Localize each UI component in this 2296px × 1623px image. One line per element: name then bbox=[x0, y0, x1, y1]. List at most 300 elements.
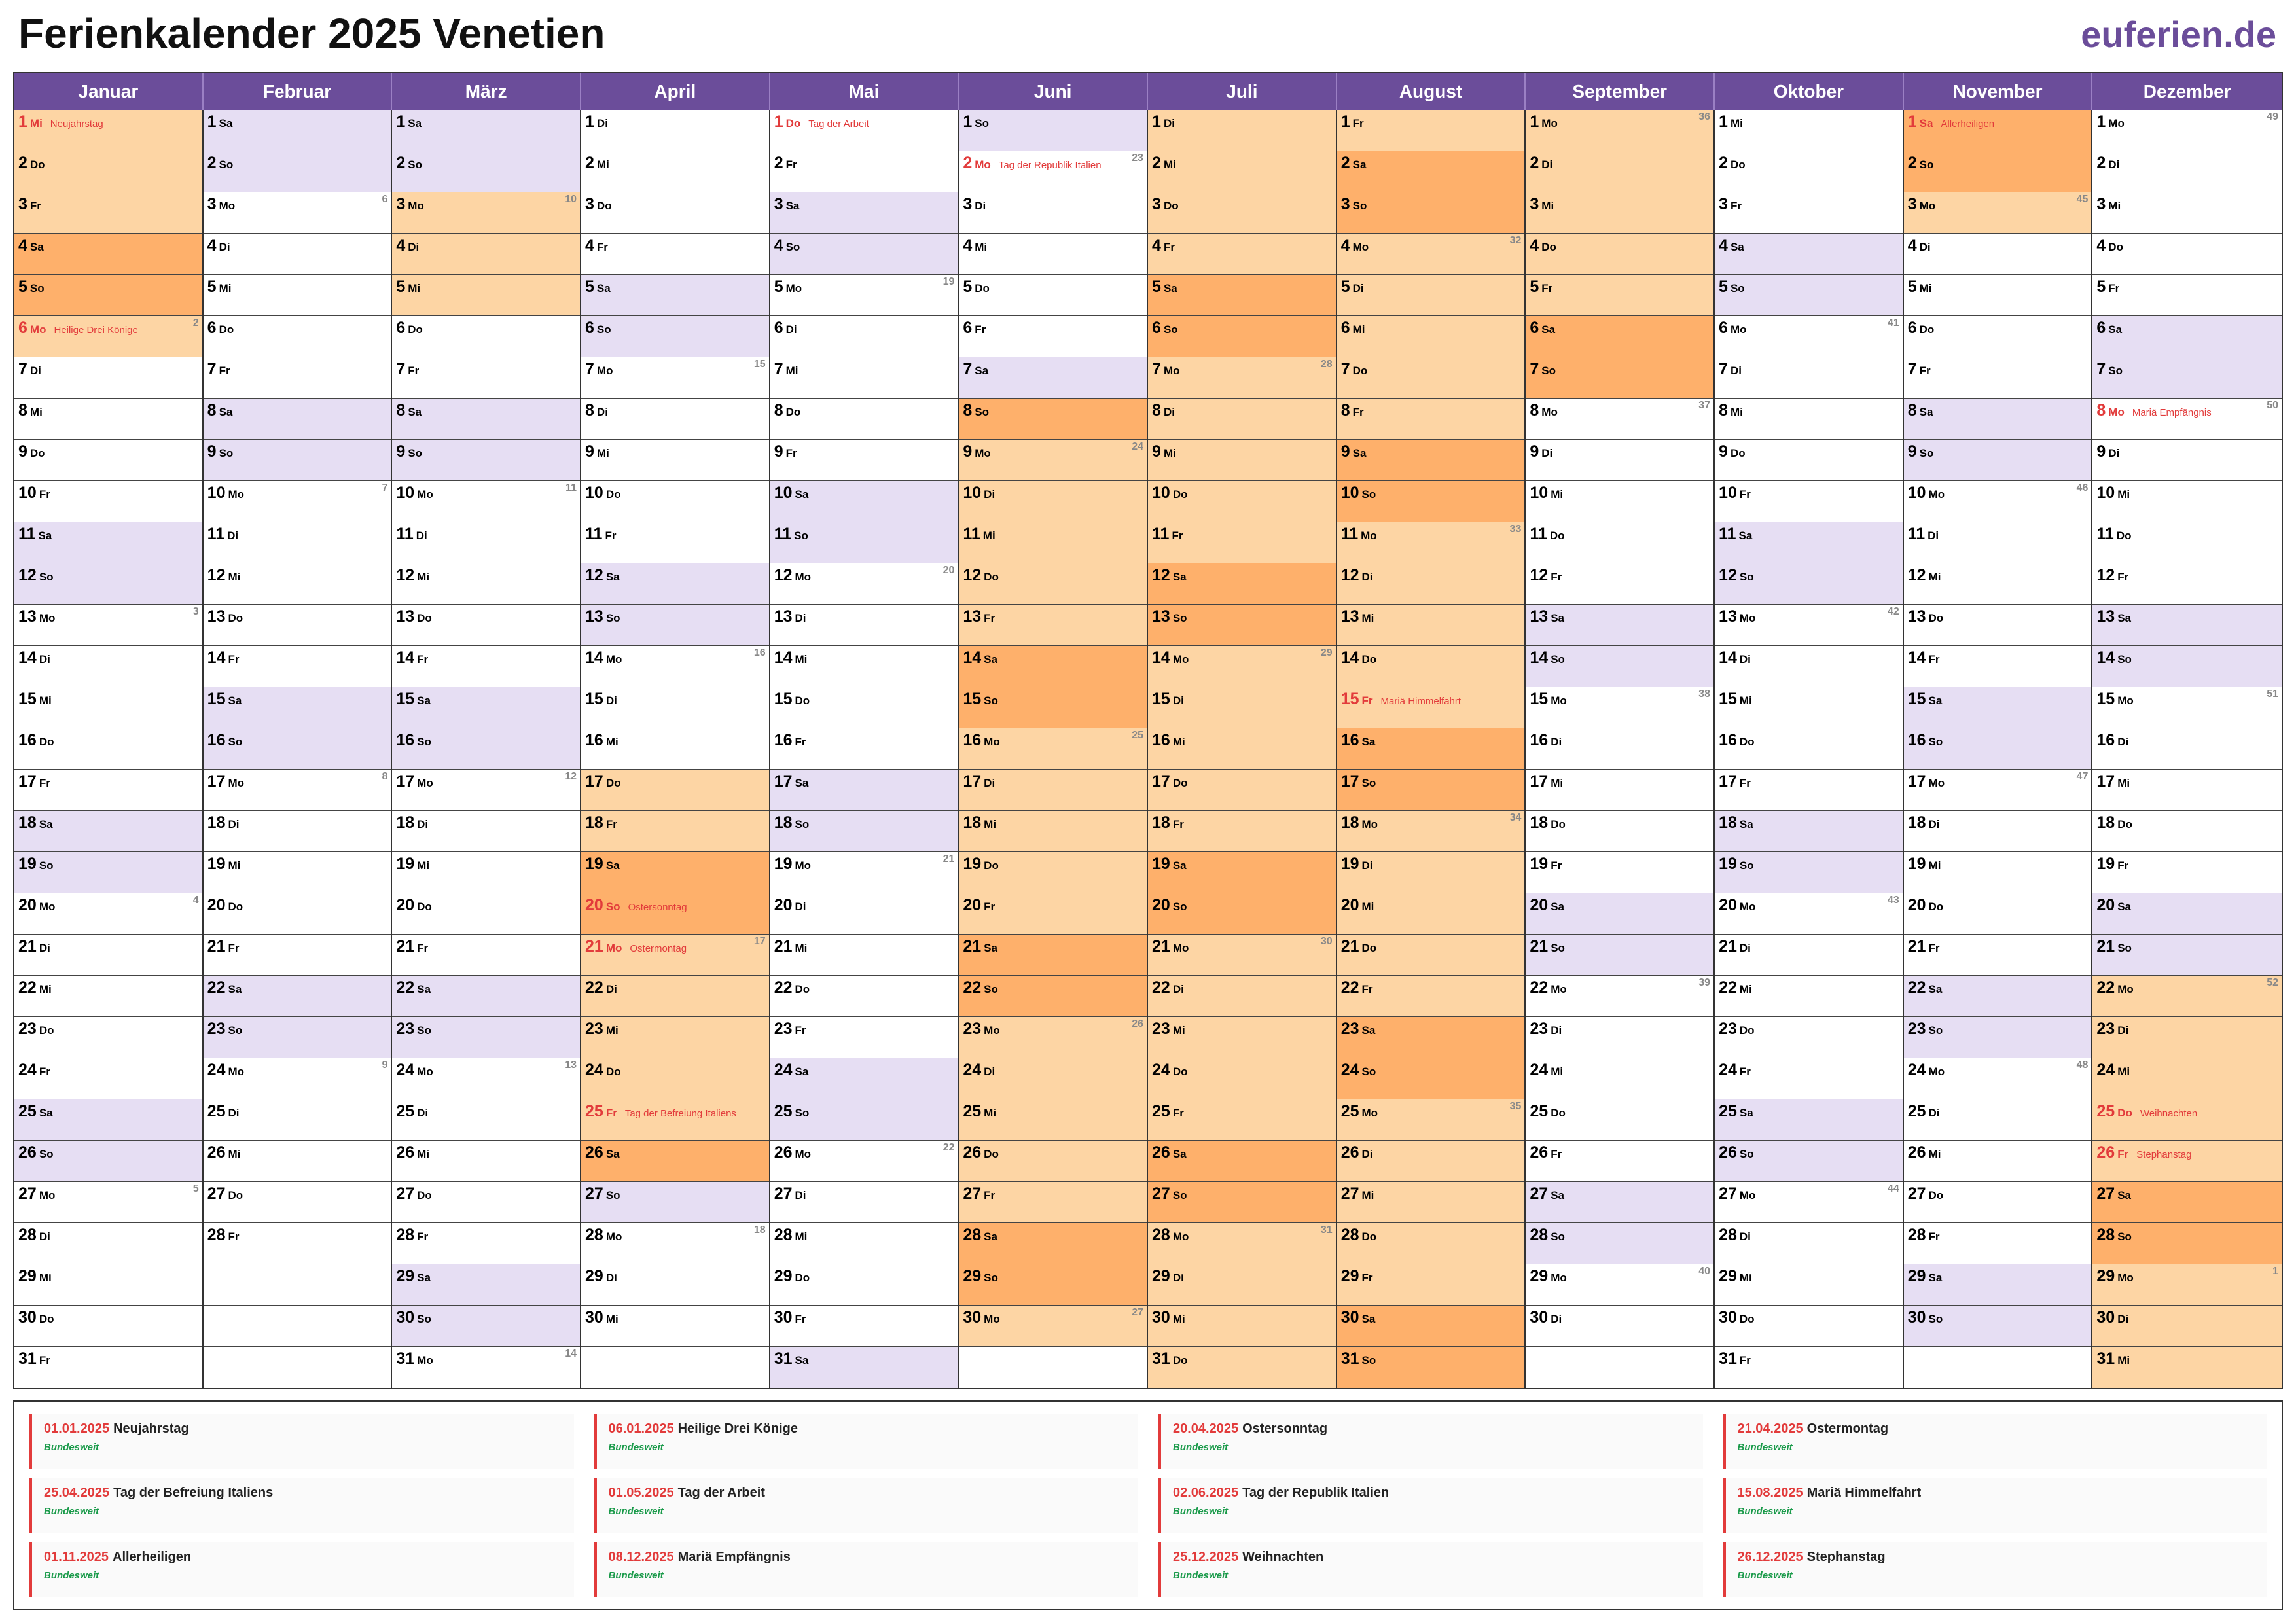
day-cell[interactable] bbox=[14, 976, 202, 1017]
day-cell[interactable] bbox=[14, 687, 202, 728]
day-cell[interactable] bbox=[1904, 728, 2092, 770]
day-cell[interactable] bbox=[770, 646, 958, 687]
day-cell[interactable] bbox=[392, 1347, 580, 1388]
day-cell[interactable] bbox=[581, 192, 769, 234]
day-cell[interactable] bbox=[14, 1347, 202, 1388]
day-cell[interactable] bbox=[581, 522, 769, 563]
day-cell[interactable] bbox=[1715, 1182, 1903, 1223]
day-cell[interactable] bbox=[2092, 481, 2282, 522]
day-cell[interactable] bbox=[770, 234, 958, 275]
day-cell[interactable] bbox=[770, 1347, 958, 1388]
day-cell[interactable] bbox=[14, 1017, 202, 1058]
day-cell[interactable] bbox=[581, 1017, 769, 1058]
day-cell[interactable] bbox=[1904, 770, 2092, 811]
day-cell[interactable] bbox=[1904, 605, 2092, 646]
day-cell[interactable] bbox=[770, 192, 958, 234]
day-cell[interactable] bbox=[581, 440, 769, 481]
day-cell[interactable] bbox=[204, 687, 391, 728]
day-cell[interactable] bbox=[959, 1099, 1147, 1141]
day-cell[interactable] bbox=[1148, 481, 1336, 522]
day-cell[interactable] bbox=[1715, 234, 1903, 275]
day-cell[interactable] bbox=[2092, 110, 2282, 151]
day-cell[interactable] bbox=[1148, 728, 1336, 770]
day-cell[interactable] bbox=[959, 1141, 1147, 1182]
day-cell[interactable] bbox=[14, 192, 202, 234]
day-cell[interactable] bbox=[1526, 1182, 1713, 1223]
day-cell[interactable] bbox=[1148, 563, 1336, 605]
day-cell[interactable] bbox=[959, 646, 1147, 687]
day-cell[interactable] bbox=[1337, 1347, 1525, 1388]
day-cell[interactable] bbox=[1526, 399, 1713, 440]
day-cell[interactable] bbox=[1526, 1017, 1713, 1058]
day-cell[interactable] bbox=[1904, 399, 2092, 440]
day-cell[interactable] bbox=[204, 440, 391, 481]
day-cell[interactable] bbox=[14, 481, 202, 522]
day-cell[interactable] bbox=[1904, 440, 2092, 481]
day-cell[interactable] bbox=[2092, 192, 2282, 234]
day-cell[interactable] bbox=[770, 893, 958, 935]
day-cell[interactable] bbox=[2092, 1182, 2282, 1223]
day-cell[interactable] bbox=[770, 1017, 958, 1058]
day-cell[interactable] bbox=[581, 1223, 769, 1264]
day-cell[interactable] bbox=[581, 234, 769, 275]
day-cell[interactable] bbox=[1715, 935, 1903, 976]
day-cell[interactable] bbox=[1337, 399, 1525, 440]
day-cell[interactable] bbox=[959, 687, 1147, 728]
day-cell[interactable] bbox=[1148, 1099, 1336, 1141]
day-cell[interactable] bbox=[770, 1099, 958, 1141]
day-cell[interactable] bbox=[959, 893, 1147, 935]
day-cell[interactable] bbox=[770, 357, 958, 399]
holiday-day-cell[interactable] bbox=[2092, 1141, 2282, 1182]
day-cell[interactable] bbox=[1715, 976, 1903, 1017]
day-cell[interactable] bbox=[204, 522, 391, 563]
day-cell[interactable] bbox=[14, 1058, 202, 1099]
day-cell[interactable] bbox=[2092, 440, 2282, 481]
day-cell[interactable] bbox=[2092, 852, 2282, 893]
day-cell[interactable] bbox=[2092, 605, 2282, 646]
day-cell[interactable] bbox=[770, 440, 958, 481]
day-cell[interactable] bbox=[1148, 1223, 1336, 1264]
day-cell[interactable] bbox=[959, 976, 1147, 1017]
day-cell[interactable] bbox=[1715, 275, 1903, 316]
day-cell[interactable] bbox=[204, 481, 391, 522]
day-cell[interactable] bbox=[392, 1141, 580, 1182]
day-cell[interactable] bbox=[581, 605, 769, 646]
day-cell[interactable] bbox=[959, 1058, 1147, 1099]
day-cell[interactable] bbox=[581, 687, 769, 728]
day-cell[interactable] bbox=[1715, 687, 1903, 728]
day-cell[interactable] bbox=[1526, 1058, 1713, 1099]
day-cell[interactable] bbox=[392, 275, 580, 316]
day-cell[interactable] bbox=[2092, 522, 2282, 563]
day-cell[interactable] bbox=[959, 770, 1147, 811]
day-cell[interactable] bbox=[392, 316, 580, 357]
day-cell[interactable] bbox=[959, 563, 1147, 605]
day-cell[interactable] bbox=[1526, 1264, 1713, 1306]
day-cell[interactable] bbox=[14, 399, 202, 440]
day-cell[interactable] bbox=[1715, 893, 1903, 935]
day-cell[interactable] bbox=[392, 976, 580, 1017]
day-cell[interactable] bbox=[204, 770, 391, 811]
day-cell[interactable] bbox=[1526, 316, 1713, 357]
day-cell[interactable] bbox=[1715, 399, 1903, 440]
day-cell[interactable] bbox=[581, 1141, 769, 1182]
day-cell[interactable] bbox=[1337, 563, 1525, 605]
day-cell[interactable] bbox=[1337, 1264, 1525, 1306]
day-cell[interactable] bbox=[1337, 110, 1525, 151]
day-cell[interactable] bbox=[581, 151, 769, 192]
day-cell[interactable] bbox=[1337, 234, 1525, 275]
day-cell[interactable] bbox=[1715, 1058, 1903, 1099]
holiday-day-cell[interactable] bbox=[1337, 687, 1525, 728]
day-cell[interactable] bbox=[2092, 1347, 2282, 1388]
day-cell[interactable] bbox=[1148, 110, 1336, 151]
day-cell[interactable] bbox=[14, 770, 202, 811]
day-cell[interactable] bbox=[1526, 728, 1713, 770]
day-cell[interactable] bbox=[1526, 440, 1713, 481]
day-cell[interactable] bbox=[204, 110, 391, 151]
day-cell[interactable] bbox=[1526, 1141, 1713, 1182]
day-cell[interactable] bbox=[1337, 976, 1525, 1017]
day-cell[interactable] bbox=[1715, 852, 1903, 893]
day-cell[interactable] bbox=[392, 481, 580, 522]
day-cell[interactable] bbox=[581, 646, 769, 687]
day-cell[interactable] bbox=[392, 357, 580, 399]
day-cell[interactable] bbox=[1148, 811, 1336, 852]
day-cell[interactable] bbox=[959, 605, 1147, 646]
day-cell[interactable] bbox=[581, 1264, 769, 1306]
day-cell[interactable] bbox=[1715, 728, 1903, 770]
brand-logo[interactable]: euferien.de bbox=[2081, 14, 2276, 55]
day-cell[interactable] bbox=[1904, 893, 2092, 935]
day-cell[interactable] bbox=[392, 893, 580, 935]
day-cell[interactable] bbox=[204, 852, 391, 893]
day-cell[interactable] bbox=[959, 852, 1147, 893]
day-cell[interactable] bbox=[204, 1141, 391, 1182]
day-cell[interactable] bbox=[1526, 192, 1713, 234]
day-cell[interactable] bbox=[1526, 234, 1713, 275]
day-cell[interactable] bbox=[1715, 1306, 1903, 1347]
day-cell[interactable] bbox=[1148, 1141, 1336, 1182]
day-cell[interactable] bbox=[14, 1264, 202, 1306]
day-cell[interactable] bbox=[1904, 563, 2092, 605]
day-cell[interactable] bbox=[1526, 110, 1713, 151]
day-cell[interactable] bbox=[392, 1264, 580, 1306]
day-cell[interactable] bbox=[1904, 1306, 2092, 1347]
day-cell[interactable] bbox=[1904, 151, 2092, 192]
day-cell[interactable] bbox=[14, 1141, 202, 1182]
day-cell[interactable] bbox=[204, 935, 391, 976]
day-cell[interactable] bbox=[1337, 440, 1525, 481]
day-cell[interactable] bbox=[1337, 151, 1525, 192]
day-cell[interactable] bbox=[204, 151, 391, 192]
day-cell[interactable] bbox=[14, 811, 202, 852]
day-cell[interactable] bbox=[2092, 1058, 2282, 1099]
day-cell[interactable] bbox=[204, 1058, 391, 1099]
day-cell[interactable] bbox=[1148, 770, 1336, 811]
day-cell[interactable] bbox=[581, 1182, 769, 1223]
day-cell[interactable] bbox=[1904, 1099, 2092, 1141]
day-cell[interactable] bbox=[581, 976, 769, 1017]
day-cell[interactable] bbox=[14, 893, 202, 935]
holiday-day-cell[interactable] bbox=[581, 935, 769, 976]
day-cell[interactable] bbox=[1337, 1306, 1525, 1347]
day-cell[interactable] bbox=[770, 1182, 958, 1223]
day-cell[interactable] bbox=[1337, 646, 1525, 687]
day-cell[interactable] bbox=[1337, 357, 1525, 399]
day-cell[interactable] bbox=[1904, 316, 2092, 357]
day-cell[interactable] bbox=[1526, 1099, 1713, 1141]
day-cell[interactable] bbox=[770, 399, 958, 440]
day-cell[interactable] bbox=[959, 522, 1147, 563]
day-cell[interactable] bbox=[581, 481, 769, 522]
day-cell[interactable] bbox=[770, 1306, 958, 1347]
day-cell[interactable] bbox=[1526, 605, 1713, 646]
day-cell[interactable] bbox=[1715, 811, 1903, 852]
day-cell[interactable] bbox=[2092, 1264, 2282, 1306]
day-cell[interactable] bbox=[1904, 1223, 2092, 1264]
day-cell[interactable] bbox=[14, 151, 202, 192]
day-cell[interactable] bbox=[204, 1017, 391, 1058]
day-cell[interactable] bbox=[1526, 481, 1713, 522]
day-cell[interactable] bbox=[770, 935, 958, 976]
day-cell[interactable] bbox=[1715, 357, 1903, 399]
day-cell[interactable] bbox=[770, 852, 958, 893]
day-cell[interactable] bbox=[1715, 1017, 1903, 1058]
day-cell[interactable] bbox=[770, 151, 958, 192]
day-cell[interactable] bbox=[392, 646, 580, 687]
day-cell[interactable] bbox=[1904, 1017, 2092, 1058]
day-cell[interactable] bbox=[1904, 481, 2092, 522]
day-cell[interactable] bbox=[2092, 275, 2282, 316]
day-cell[interactable] bbox=[1337, 811, 1525, 852]
day-cell[interactable] bbox=[2092, 687, 2282, 728]
day-cell[interactable] bbox=[581, 357, 769, 399]
day-cell[interactable] bbox=[770, 605, 958, 646]
day-cell[interactable] bbox=[392, 192, 580, 234]
day-cell[interactable] bbox=[770, 481, 958, 522]
day-cell[interactable] bbox=[1148, 234, 1336, 275]
day-cell[interactable] bbox=[959, 1264, 1147, 1306]
day-cell[interactable] bbox=[1526, 893, 1713, 935]
day-cell[interactable] bbox=[1148, 687, 1336, 728]
day-cell[interactable] bbox=[1337, 1141, 1525, 1182]
day-cell[interactable] bbox=[204, 811, 391, 852]
day-cell[interactable] bbox=[14, 1223, 202, 1264]
day-cell[interactable] bbox=[959, 234, 1147, 275]
day-cell[interactable] bbox=[14, 563, 202, 605]
day-cell[interactable] bbox=[204, 316, 391, 357]
holiday-day-cell[interactable] bbox=[2092, 399, 2282, 440]
day-cell[interactable] bbox=[770, 1264, 958, 1306]
day-cell[interactable] bbox=[204, 399, 391, 440]
day-cell[interactable] bbox=[1715, 192, 1903, 234]
day-cell[interactable] bbox=[2092, 728, 2282, 770]
day-cell[interactable] bbox=[392, 811, 580, 852]
day-cell[interactable] bbox=[14, 275, 202, 316]
day-cell[interactable] bbox=[1148, 151, 1336, 192]
day-cell[interactable] bbox=[959, 357, 1147, 399]
day-cell[interactable] bbox=[1337, 1223, 1525, 1264]
day-cell[interactable] bbox=[770, 563, 958, 605]
day-cell[interactable] bbox=[392, 1223, 580, 1264]
day-cell[interactable] bbox=[392, 151, 580, 192]
day-cell[interactable] bbox=[392, 563, 580, 605]
day-cell[interactable] bbox=[1904, 357, 2092, 399]
day-cell[interactable] bbox=[204, 646, 391, 687]
day-cell[interactable] bbox=[14, 234, 202, 275]
day-cell[interactable] bbox=[959, 811, 1147, 852]
holiday-day-cell[interactable] bbox=[14, 110, 202, 151]
day-cell[interactable] bbox=[204, 1223, 391, 1264]
day-cell[interactable] bbox=[581, 563, 769, 605]
day-cell[interactable] bbox=[1526, 687, 1713, 728]
day-cell[interactable] bbox=[1526, 1223, 1713, 1264]
day-cell[interactable] bbox=[392, 728, 580, 770]
day-cell[interactable] bbox=[1148, 399, 1336, 440]
day-cell[interactable] bbox=[392, 1058, 580, 1099]
day-cell[interactable] bbox=[1148, 935, 1336, 976]
day-cell[interactable] bbox=[2092, 1223, 2282, 1264]
day-cell[interactable] bbox=[2092, 316, 2282, 357]
day-cell[interactable] bbox=[770, 976, 958, 1017]
day-cell[interactable] bbox=[959, 275, 1147, 316]
day-cell[interactable] bbox=[14, 357, 202, 399]
day-cell[interactable] bbox=[204, 976, 391, 1017]
day-cell[interactable] bbox=[204, 275, 391, 316]
day-cell[interactable] bbox=[392, 1099, 580, 1141]
day-cell[interactable] bbox=[1148, 893, 1336, 935]
day-cell[interactable] bbox=[1526, 522, 1713, 563]
day-cell[interactable] bbox=[581, 852, 769, 893]
day-cell[interactable] bbox=[204, 893, 391, 935]
day-cell[interactable] bbox=[1904, 1058, 2092, 1099]
day-cell[interactable] bbox=[1715, 770, 1903, 811]
day-cell[interactable] bbox=[1337, 893, 1525, 935]
day-cell[interactable] bbox=[2092, 811, 2282, 852]
day-cell[interactable] bbox=[2092, 151, 2282, 192]
day-cell[interactable] bbox=[1715, 316, 1903, 357]
day-cell[interactable] bbox=[581, 811, 769, 852]
day-cell[interactable] bbox=[581, 316, 769, 357]
day-cell[interactable] bbox=[959, 1223, 1147, 1264]
day-cell[interactable] bbox=[1148, 976, 1336, 1017]
day-cell[interactable] bbox=[1715, 522, 1903, 563]
day-cell[interactable] bbox=[581, 399, 769, 440]
day-cell[interactable] bbox=[581, 110, 769, 151]
day-cell[interactable] bbox=[2092, 646, 2282, 687]
day-cell[interactable] bbox=[770, 728, 958, 770]
day-cell[interactable] bbox=[1337, 852, 1525, 893]
holiday-day-cell[interactable] bbox=[770, 110, 958, 151]
day-cell[interactable] bbox=[2092, 1306, 2282, 1347]
day-cell[interactable] bbox=[204, 234, 391, 275]
day-cell[interactable] bbox=[204, 1182, 391, 1223]
day-cell[interactable] bbox=[1526, 976, 1713, 1017]
day-cell[interactable] bbox=[959, 440, 1147, 481]
day-cell[interactable] bbox=[392, 234, 580, 275]
day-cell[interactable] bbox=[770, 316, 958, 357]
day-cell[interactable] bbox=[14, 1306, 202, 1347]
day-cell[interactable] bbox=[392, 1017, 580, 1058]
holiday-day-cell[interactable] bbox=[1904, 110, 2092, 151]
day-cell[interactable] bbox=[959, 399, 1147, 440]
day-cell[interactable] bbox=[1904, 687, 2092, 728]
day-cell[interactable] bbox=[959, 192, 1147, 234]
day-cell[interactable] bbox=[1337, 1058, 1525, 1099]
day-cell[interactable] bbox=[1148, 316, 1336, 357]
day-cell[interactable] bbox=[1337, 275, 1525, 316]
day-cell[interactable] bbox=[1526, 1306, 1713, 1347]
day-cell[interactable] bbox=[1904, 852, 2092, 893]
day-cell[interactable] bbox=[392, 399, 580, 440]
day-cell[interactable] bbox=[1715, 646, 1903, 687]
holiday-day-cell[interactable] bbox=[14, 316, 202, 357]
day-cell[interactable] bbox=[581, 1058, 769, 1099]
day-cell[interactable] bbox=[1715, 440, 1903, 481]
day-cell[interactable] bbox=[1904, 192, 2092, 234]
day-cell[interactable] bbox=[2092, 976, 2282, 1017]
day-cell[interactable] bbox=[1904, 1182, 2092, 1223]
day-cell[interactable] bbox=[2092, 563, 2282, 605]
day-cell[interactable] bbox=[1337, 481, 1525, 522]
day-cell[interactable] bbox=[14, 646, 202, 687]
day-cell[interactable] bbox=[392, 852, 580, 893]
day-cell[interactable] bbox=[1526, 935, 1713, 976]
day-cell[interactable] bbox=[2092, 234, 2282, 275]
day-cell[interactable] bbox=[14, 440, 202, 481]
day-cell[interactable] bbox=[204, 563, 391, 605]
day-cell[interactable] bbox=[1337, 935, 1525, 976]
day-cell[interactable] bbox=[959, 110, 1147, 151]
day-cell[interactable] bbox=[204, 1099, 391, 1141]
day-cell[interactable] bbox=[1337, 605, 1525, 646]
day-cell[interactable] bbox=[959, 1017, 1147, 1058]
day-cell[interactable] bbox=[1337, 1182, 1525, 1223]
day-cell[interactable] bbox=[1148, 646, 1336, 687]
day-cell[interactable] bbox=[392, 522, 580, 563]
day-cell[interactable] bbox=[392, 1306, 580, 1347]
day-cell[interactable] bbox=[1337, 728, 1525, 770]
day-cell[interactable] bbox=[1526, 357, 1713, 399]
day-cell[interactable] bbox=[2092, 1017, 2282, 1058]
day-cell[interactable] bbox=[1148, 357, 1336, 399]
day-cell[interactable] bbox=[770, 522, 958, 563]
day-cell[interactable] bbox=[392, 1182, 580, 1223]
day-cell[interactable] bbox=[2092, 935, 2282, 976]
day-cell[interactable] bbox=[1148, 1017, 1336, 1058]
day-cell[interactable] bbox=[1904, 522, 2092, 563]
day-cell[interactable] bbox=[1715, 151, 1903, 192]
day-cell[interactable] bbox=[581, 275, 769, 316]
day-cell[interactable] bbox=[1148, 192, 1336, 234]
day-cell[interactable] bbox=[959, 728, 1147, 770]
day-cell[interactable] bbox=[14, 1182, 202, 1223]
day-cell[interactable] bbox=[1715, 1223, 1903, 1264]
day-cell[interactable] bbox=[1904, 234, 2092, 275]
day-cell[interactable] bbox=[1337, 316, 1525, 357]
day-cell[interactable] bbox=[770, 770, 958, 811]
day-cell[interactable] bbox=[204, 728, 391, 770]
holiday-day-cell[interactable] bbox=[2092, 1099, 2282, 1141]
day-cell[interactable] bbox=[959, 935, 1147, 976]
day-cell[interactable] bbox=[1904, 976, 2092, 1017]
day-cell[interactable] bbox=[204, 605, 391, 646]
day-cell[interactable] bbox=[581, 770, 769, 811]
day-cell[interactable] bbox=[770, 811, 958, 852]
day-cell[interactable] bbox=[14, 605, 202, 646]
